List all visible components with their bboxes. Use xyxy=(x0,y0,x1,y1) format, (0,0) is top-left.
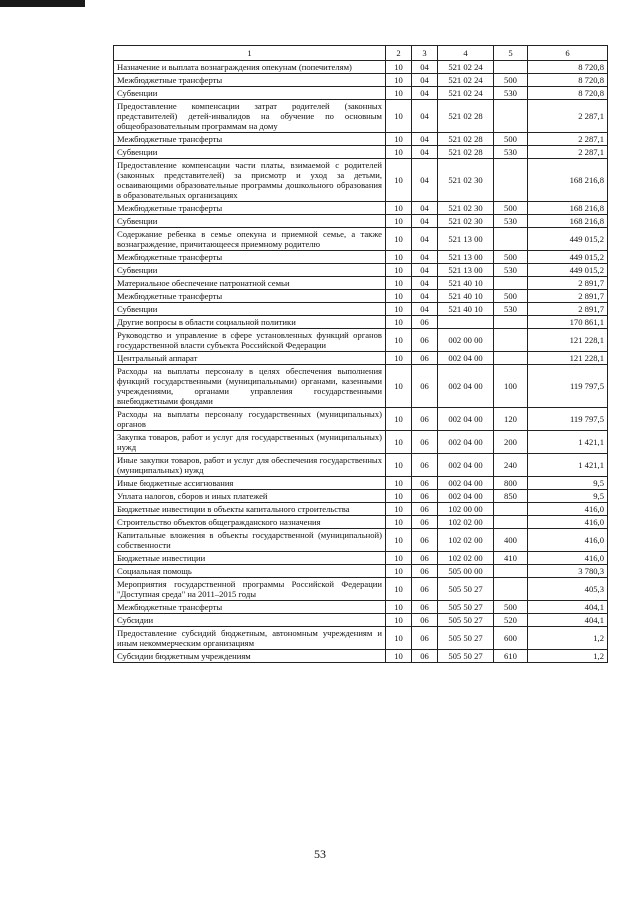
amount-cell: 168 216,8 xyxy=(528,159,608,202)
table-row xyxy=(114,228,608,251)
amount-cell: 9,5 xyxy=(528,490,608,503)
expense-type-cell: 530 xyxy=(494,264,528,277)
table-row xyxy=(114,133,608,146)
row-name-cell: Субсидии бюджетным учреждениям xyxy=(114,650,386,663)
expense-type-cell: 600 xyxy=(494,627,528,650)
target-article-cell: 521 13 00 xyxy=(438,228,494,251)
target-article-cell: 102 02 00 xyxy=(438,516,494,529)
subsection-code-cell: 06 xyxy=(412,503,438,516)
row-name-cell: Расходы на выплаты персоналу государственных (муниципальных) органов xyxy=(114,408,386,431)
target-article-cell: 521 02 24 xyxy=(438,61,494,74)
table-row xyxy=(114,503,608,516)
target-article-cell: 521 02 28 xyxy=(438,133,494,146)
table-row xyxy=(114,565,608,578)
subsection-code-cell: 06 xyxy=(412,329,438,352)
section-code-cell: 10 xyxy=(386,552,412,565)
table-body xyxy=(114,61,608,663)
row-name-cell: Центральный аппарат xyxy=(114,352,386,365)
table-row xyxy=(114,159,608,202)
table-row xyxy=(114,614,608,627)
section-code-cell: 10 xyxy=(386,627,412,650)
row-name-cell: Руководство и управление в сфере установленных функций органов государственной власти субъекта Российской Федерации xyxy=(114,329,386,352)
target-article-cell: 002 04 00 xyxy=(438,408,494,431)
amount-cell: 119 797,5 xyxy=(528,365,608,408)
subsection-code-cell: 04 xyxy=(412,251,438,264)
table-row xyxy=(114,490,608,503)
row-name-cell: Межбюджетные трансферты xyxy=(114,202,386,215)
table-row xyxy=(114,202,608,215)
table-row xyxy=(114,352,608,365)
row-name-cell: Расходы на выплаты персоналу в целях обеспечения выполнения функций государственными (муниципальными) органами, казенными учреждениями, органами управления государственными внебюджетными фондами xyxy=(114,365,386,408)
section-code-cell: 10 xyxy=(386,202,412,215)
section-code-cell: 10 xyxy=(386,277,412,290)
subsection-code-cell: 04 xyxy=(412,100,438,133)
section-code-cell: 10 xyxy=(386,614,412,627)
table-row xyxy=(114,303,608,316)
row-name-cell: Содержание ребенка в семье опекуна и приемной семье, а также вознаграждение, причитающееся приемному родителю xyxy=(114,228,386,251)
expense-type-cell xyxy=(494,516,528,529)
subsection-code-cell: 04 xyxy=(412,87,438,100)
row-name-cell: Мероприятия государственной программы Российской Федерации "Доступная среда" на 2011–2015 годы xyxy=(114,578,386,601)
subsection-code-cell: 06 xyxy=(412,516,438,529)
subsection-code-cell: 06 xyxy=(412,490,438,503)
scan-corner-mark xyxy=(0,0,85,7)
row-name-cell: Закупка товаров, работ и услуг для государственных (муниципальных) нужд xyxy=(114,431,386,454)
row-name-cell: Иные закупки товаров, работ и услуг для обеспечения государственных (муниципальных) нужд xyxy=(114,454,386,477)
target-article-cell: 521 40 10 xyxy=(438,303,494,316)
subsection-code-cell: 04 xyxy=(412,228,438,251)
expense-type-cell xyxy=(494,352,528,365)
section-code-cell: 10 xyxy=(386,290,412,303)
target-article-cell: 002 04 00 xyxy=(438,431,494,454)
row-name-cell: Материальное обеспечение патронатной семьи xyxy=(114,277,386,290)
row-name-cell: Субвенции xyxy=(114,215,386,228)
expense-type-cell xyxy=(494,503,528,516)
section-code-cell: 10 xyxy=(386,529,412,552)
subsection-code-cell: 04 xyxy=(412,133,438,146)
row-name-cell: Строительство объектов общегражданского назначения xyxy=(114,516,386,529)
amount-cell: 416,0 xyxy=(528,503,608,516)
budget-table xyxy=(113,45,608,663)
table-row xyxy=(114,61,608,74)
section-code-cell: 10 xyxy=(386,251,412,264)
table-row xyxy=(114,277,608,290)
subsection-code-cell: 04 xyxy=(412,215,438,228)
row-name-cell: Бюджетные инвестиции в объекты капитального строительства xyxy=(114,503,386,516)
section-code-cell: 10 xyxy=(386,490,412,503)
expense-type-cell xyxy=(494,329,528,352)
amount-cell: 2 891,7 xyxy=(528,277,608,290)
subsection-code-cell: 04 xyxy=(412,202,438,215)
row-name-cell: Межбюджетные трансферты xyxy=(114,251,386,264)
subsection-code-cell: 06 xyxy=(412,627,438,650)
amount-cell: 119 797,5 xyxy=(528,408,608,431)
amount-cell: 449 015,2 xyxy=(528,264,608,277)
header-cell: 6 xyxy=(528,46,608,61)
target-article-cell: 521 02 28 xyxy=(438,100,494,133)
row-name-cell: Межбюджетные трансферты xyxy=(114,74,386,87)
row-name-cell: Социальная помощь xyxy=(114,565,386,578)
subsection-code-cell: 06 xyxy=(412,352,438,365)
section-code-cell: 10 xyxy=(386,303,412,316)
expense-type-cell: 400 xyxy=(494,529,528,552)
subsection-code-cell: 04 xyxy=(412,290,438,303)
target-article-cell: 521 40 10 xyxy=(438,290,494,303)
amount-cell: 9,5 xyxy=(528,477,608,490)
amount-cell: 1,2 xyxy=(528,650,608,663)
table-row xyxy=(114,650,608,663)
subsection-code-cell: 04 xyxy=(412,277,438,290)
expense-type-cell: 200 xyxy=(494,431,528,454)
expense-type-cell: 530 xyxy=(494,87,528,100)
section-code-cell: 10 xyxy=(386,133,412,146)
amount-cell: 416,0 xyxy=(528,529,608,552)
section-code-cell: 10 xyxy=(386,264,412,277)
expense-type-cell: 500 xyxy=(494,290,528,303)
section-code-cell: 10 xyxy=(386,74,412,87)
expense-type-cell: 410 xyxy=(494,552,528,565)
row-name-cell: Субсидии xyxy=(114,614,386,627)
table-row xyxy=(114,431,608,454)
table-row xyxy=(114,365,608,408)
amount-cell: 8 720,8 xyxy=(528,61,608,74)
expense-type-cell: 530 xyxy=(494,215,528,228)
row-name-cell: Субвенции xyxy=(114,264,386,277)
section-code-cell: 10 xyxy=(386,100,412,133)
target-article-cell: 505 50 27 xyxy=(438,650,494,663)
target-article-cell: 505 50 27 xyxy=(438,627,494,650)
page-number: 53 xyxy=(314,847,326,861)
section-code-cell: 10 xyxy=(386,352,412,365)
row-name-cell: Субвенции xyxy=(114,87,386,100)
target-article-cell: 002 04 00 xyxy=(438,352,494,365)
target-article-cell xyxy=(438,316,494,329)
amount-cell: 121 228,1 xyxy=(528,329,608,352)
section-code-cell: 10 xyxy=(386,365,412,408)
header-cell: 3 xyxy=(412,46,438,61)
target-article-cell: 102 02 00 xyxy=(438,552,494,565)
target-article-cell: 521 13 00 xyxy=(438,264,494,277)
header-cell: 5 xyxy=(494,46,528,61)
section-code-cell: 10 xyxy=(386,503,412,516)
table-row xyxy=(114,100,608,133)
target-article-cell: 521 02 24 xyxy=(438,74,494,87)
subsection-code-cell: 04 xyxy=(412,61,438,74)
amount-cell: 1 421,1 xyxy=(528,454,608,477)
amount-cell: 168 216,8 xyxy=(528,215,608,228)
amount-cell: 416,0 xyxy=(528,516,608,529)
table-row xyxy=(114,316,608,329)
target-article-cell: 521 02 30 xyxy=(438,202,494,215)
table-row xyxy=(114,408,608,431)
expense-type-cell: 520 xyxy=(494,614,528,627)
expense-type-cell: 850 xyxy=(494,490,528,503)
row-name-cell: Иные бюджетные ассигнования xyxy=(114,477,386,490)
target-article-cell: 002 04 00 xyxy=(438,454,494,477)
row-name-cell: Капитальные вложения в объекты государственной (муниципальной) собственности xyxy=(114,529,386,552)
amount-cell: 8 720,8 xyxy=(528,87,608,100)
subsection-code-cell: 06 xyxy=(412,454,438,477)
amount-cell: 449 015,2 xyxy=(528,251,608,264)
section-code-cell: 10 xyxy=(386,228,412,251)
subsection-code-cell: 06 xyxy=(412,650,438,663)
table-row xyxy=(114,146,608,159)
target-article-cell: 505 00 00 xyxy=(438,565,494,578)
subsection-code-cell: 04 xyxy=(412,303,438,316)
row-name-cell: Назначение и выплата вознаграждения опекунам (попечителям) xyxy=(114,61,386,74)
row-name-cell: Предоставление компенсации затрат родителей (законных представителей) детей-инвалидов на обучение по основным общеобразовательным программам на дому xyxy=(114,100,386,133)
section-code-cell: 10 xyxy=(386,477,412,490)
section-code-cell: 10 xyxy=(386,408,412,431)
table-row xyxy=(114,529,608,552)
table-row xyxy=(114,454,608,477)
expense-type-cell xyxy=(494,61,528,74)
section-code-cell: 10 xyxy=(386,329,412,352)
expense-type-cell: 240 xyxy=(494,454,528,477)
amount-cell: 405,3 xyxy=(528,578,608,601)
table-row xyxy=(114,251,608,264)
target-article-cell: 002 04 00 xyxy=(438,365,494,408)
target-article-cell: 002 00 00 xyxy=(438,329,494,352)
table-row xyxy=(114,601,608,614)
amount-cell: 3 780,3 xyxy=(528,565,608,578)
expense-type-cell: 120 xyxy=(494,408,528,431)
section-code-cell: 10 xyxy=(386,215,412,228)
table-row xyxy=(114,264,608,277)
target-article-cell: 002 04 00 xyxy=(438,490,494,503)
subsection-code-cell: 04 xyxy=(412,74,438,87)
amount-cell: 404,1 xyxy=(528,601,608,614)
subsection-code-cell: 06 xyxy=(412,565,438,578)
target-article-cell: 521 02 28 xyxy=(438,146,494,159)
amount-cell: 2 287,1 xyxy=(528,133,608,146)
expense-type-cell xyxy=(494,565,528,578)
amount-cell: 2 287,1 xyxy=(528,146,608,159)
target-article-cell: 521 13 00 xyxy=(438,251,494,264)
section-code-cell: 10 xyxy=(386,431,412,454)
subsection-code-cell: 06 xyxy=(412,578,438,601)
target-article-cell: 102 00 00 xyxy=(438,503,494,516)
section-code-cell: 10 xyxy=(386,454,412,477)
table-row xyxy=(114,477,608,490)
section-code-cell: 10 xyxy=(386,601,412,614)
target-article-cell: 102 02 00 xyxy=(438,529,494,552)
expense-type-cell: 530 xyxy=(494,303,528,316)
row-name-cell: Предоставление компенсации части платы, взимаемой с родителей (законных представителей) за присмотр и уход за детьми, осваивающими образовательные программы дошкольного образования в образовательных организациях xyxy=(114,159,386,202)
section-code-cell: 10 xyxy=(386,61,412,74)
target-article-cell: 002 04 00 xyxy=(438,477,494,490)
amount-cell: 449 015,2 xyxy=(528,228,608,251)
subsection-code-cell: 06 xyxy=(412,614,438,627)
amount-cell: 1 421,1 xyxy=(528,431,608,454)
section-code-cell: 10 xyxy=(386,578,412,601)
section-code-cell: 10 xyxy=(386,565,412,578)
subsection-code-cell: 06 xyxy=(412,316,438,329)
table-row xyxy=(114,87,608,100)
section-code-cell: 10 xyxy=(386,316,412,329)
expense-type-cell xyxy=(494,578,528,601)
amount-cell: 168 216,8 xyxy=(528,202,608,215)
amount-cell: 404,1 xyxy=(528,614,608,627)
table-row xyxy=(114,290,608,303)
table-row xyxy=(114,627,608,650)
expense-type-cell xyxy=(494,228,528,251)
expense-type-cell: 500 xyxy=(494,601,528,614)
section-code-cell: 10 xyxy=(386,146,412,159)
row-name-cell: Предоставление субсидий бюджетным, автономным учреждениям и иным некоммерческим организациям xyxy=(114,627,386,650)
expense-type-cell: 530 xyxy=(494,146,528,159)
amount-cell: 2 891,7 xyxy=(528,303,608,316)
subsection-code-cell: 06 xyxy=(412,408,438,431)
row-name-cell: Межбюджетные трансферты xyxy=(114,601,386,614)
amount-cell: 416,0 xyxy=(528,552,608,565)
amount-cell: 2 891,7 xyxy=(528,290,608,303)
row-name-cell: Субвенции xyxy=(114,303,386,316)
amount-cell: 170 861,1 xyxy=(528,316,608,329)
expense-type-cell: 500 xyxy=(494,251,528,264)
amount-cell: 8 720,8 xyxy=(528,74,608,87)
expense-type-cell xyxy=(494,159,528,202)
row-name-cell: Межбюджетные трансферты xyxy=(114,133,386,146)
section-code-cell: 10 xyxy=(386,87,412,100)
table-row xyxy=(114,329,608,352)
table-header-row xyxy=(114,46,608,61)
table-row xyxy=(114,516,608,529)
target-article-cell: 521 02 24 xyxy=(438,87,494,100)
header-cell: 2 xyxy=(386,46,412,61)
target-article-cell: 505 50 27 xyxy=(438,578,494,601)
subsection-code-cell: 06 xyxy=(412,529,438,552)
subsection-code-cell: 06 xyxy=(412,431,438,454)
target-article-cell: 521 40 10 xyxy=(438,277,494,290)
target-article-cell: 505 50 27 xyxy=(438,614,494,627)
expense-type-cell: 100 xyxy=(494,365,528,408)
expense-type-cell: 500 xyxy=(494,74,528,87)
subsection-code-cell: 06 xyxy=(412,365,438,408)
subsection-code-cell: 06 xyxy=(412,552,438,565)
subsection-code-cell: 04 xyxy=(412,146,438,159)
header-cell: 1 xyxy=(114,46,386,61)
expense-type-cell: 500 xyxy=(494,202,528,215)
row-name-cell: Другие вопросы в области социальной политики xyxy=(114,316,386,329)
amount-cell: 2 287,1 xyxy=(528,100,608,133)
row-name-cell: Субвенции xyxy=(114,146,386,159)
subsection-code-cell: 04 xyxy=(412,159,438,202)
amount-cell: 121 228,1 xyxy=(528,352,608,365)
table-row xyxy=(114,578,608,601)
subsection-code-cell: 06 xyxy=(412,601,438,614)
expense-type-cell: 800 xyxy=(494,477,528,490)
subsection-code-cell: 06 xyxy=(412,477,438,490)
header-cell: 4 xyxy=(438,46,494,61)
amount-cell: 1,2 xyxy=(528,627,608,650)
target-article-cell: 521 02 30 xyxy=(438,159,494,202)
row-name-cell: Бюджетные инвестиции xyxy=(114,552,386,565)
expense-type-cell xyxy=(494,277,528,290)
table-row xyxy=(114,215,608,228)
target-article-cell: 505 50 27 xyxy=(438,601,494,614)
target-article-cell: 521 02 30 xyxy=(438,215,494,228)
subsection-code-cell: 04 xyxy=(412,264,438,277)
table-row xyxy=(114,552,608,565)
expense-type-cell: 500 xyxy=(494,133,528,146)
table-row xyxy=(114,74,608,87)
expense-type-cell xyxy=(494,316,528,329)
row-name-cell: Межбюджетные трансферты xyxy=(114,290,386,303)
expense-type-cell: 610 xyxy=(494,650,528,663)
section-code-cell: 10 xyxy=(386,159,412,202)
section-code-cell: 10 xyxy=(386,516,412,529)
row-name-cell: Уплата налогов, сборов и иных платежей xyxy=(114,490,386,503)
section-code-cell: 10 xyxy=(386,650,412,663)
expense-type-cell xyxy=(494,100,528,133)
